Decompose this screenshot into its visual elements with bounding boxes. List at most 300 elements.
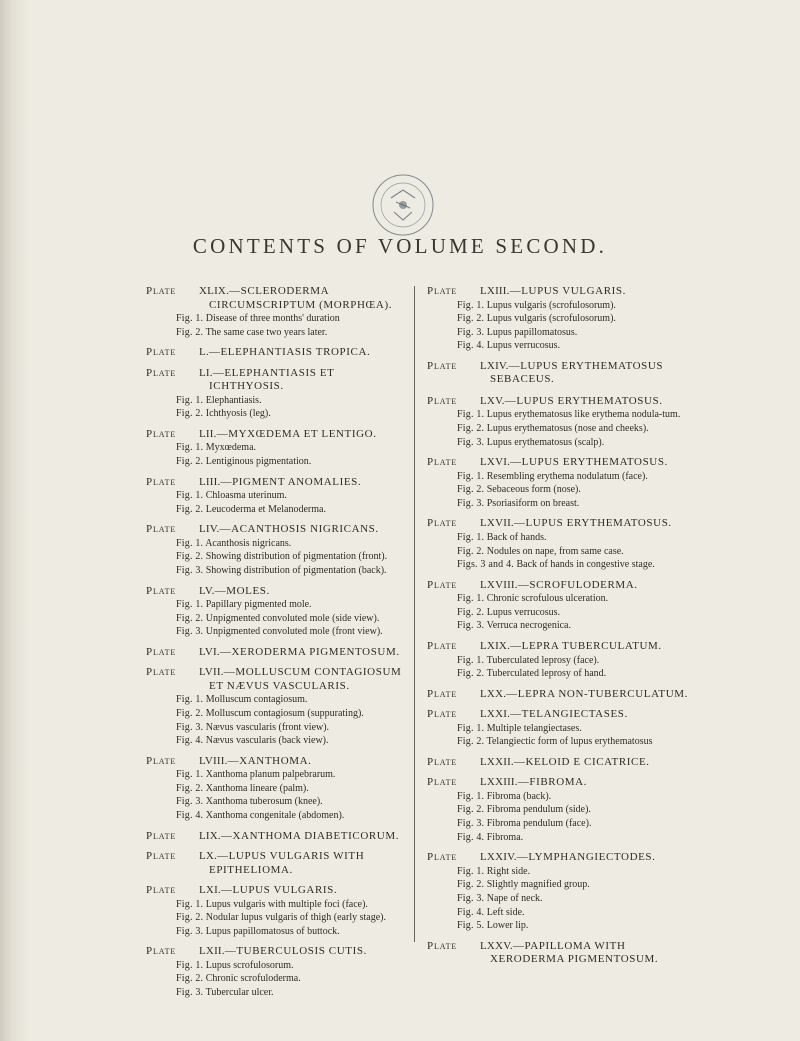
figure-item — [427, 592, 689, 606]
figure-label: Fig. 1. — [176, 769, 204, 781]
plate-number: LIX. — [199, 829, 221, 842]
binding-shadow — [0, 0, 30, 1041]
figure-caption: Tuberculated leprosy of hand. — [486, 668, 607, 680]
figure-caption: Showing distribution of pigmentation (back). — [205, 564, 387, 576]
plate-heading — [427, 395, 689, 409]
plate-heading — [427, 940, 689, 967]
plate-entry — [427, 851, 689, 932]
figure-item — [427, 299, 689, 313]
plate-entry — [146, 346, 406, 360]
figure-label: Fig. 2. — [176, 408, 204, 420]
plate-heading — [427, 851, 689, 865]
plate-label: Plate — [427, 359, 458, 372]
plate-label: Plate — [146, 285, 177, 297]
figure-caption: Unpigmented convoluted mole (side view). — [205, 612, 380, 624]
figure-caption: Xanthoma planum palpebrarum. — [205, 769, 336, 781]
figure-caption: Sebaceous form (nose). — [486, 484, 581, 496]
plate-entry — [427, 579, 689, 633]
figure-label: Fig. 2. — [176, 503, 204, 515]
figure-item — [146, 503, 406, 517]
plate-number: LXVIII. — [480, 578, 518, 591]
figure-caption: Lupus papillomatosus. — [486, 326, 578, 338]
plate-number: LXXIV. — [480, 851, 517, 864]
figure-item — [146, 441, 406, 455]
plate-heading — [427, 640, 689, 654]
figure-item — [146, 795, 406, 809]
plate-entry — [427, 776, 689, 844]
plate-title: —LEPRA NON-TUBERCULATUM. — [506, 687, 689, 700]
plate-title: —LUPUS ERYTHEMATOSUS. — [513, 517, 672, 530]
plate-label: Plate — [427, 851, 458, 864]
plate-number: LX. — [199, 850, 218, 863]
figure-item — [427, 906, 689, 920]
plate-label: Plate — [146, 523, 177, 536]
plate-heading — [146, 646, 406, 660]
plate-title: —FIBROMA. — [517, 776, 588, 789]
figure-item — [146, 721, 406, 735]
figure-label: Fig. 2. — [176, 973, 204, 985]
right-column — [427, 285, 689, 967]
figure-label: Fig. 1. — [176, 490, 204, 502]
figure-caption: Psoriasiform on breast. — [486, 497, 580, 509]
figure-label: Fig. 2. — [176, 326, 204, 338]
plate-label: Plate — [146, 427, 177, 440]
figure-caption: Verruca necrogenica. — [486, 620, 571, 632]
plate-label: Plate — [146, 945, 177, 958]
figure-label: Fig. 1. — [457, 865, 485, 877]
figure-label: Fig. 1. — [457, 470, 485, 482]
plate-title: —LUPUS ERYTHEMATOSUS SEBACEUS. — [490, 359, 664, 386]
figure-item — [146, 489, 406, 503]
plate-heading — [146, 523, 406, 537]
library-stamp-icon — [366, 168, 440, 242]
plate-heading — [146, 666, 406, 693]
figure-caption: Chloasma uterinum. — [205, 490, 287, 502]
plate-heading — [427, 360, 689, 387]
figure-label: Fig. 4. — [176, 809, 204, 821]
plate-label: Plate — [427, 394, 458, 407]
figure-caption: Lentiginous pigmentation. — [205, 455, 312, 467]
figure-caption: Lupus erythematosus (nose and cheeks). — [486, 422, 649, 434]
figure-caption: Lupus verrucosus. — [486, 340, 561, 352]
figure-caption: Lupus erythematosus (scalp). — [486, 436, 605, 448]
figure-caption: Fibroma (back). — [486, 790, 552, 802]
figure-caption: Multiple telangiectases. — [486, 722, 582, 734]
figure-item — [427, 483, 689, 497]
figure-label: Fig. 3. — [457, 436, 485, 448]
figure-caption: Nape of neck. — [486, 892, 543, 904]
figure-item — [427, 497, 689, 511]
figure-item — [427, 470, 689, 484]
plate-number: L. — [199, 346, 209, 359]
figure-label: Fig. 3. — [176, 721, 204, 733]
plate-label: Plate — [146, 666, 177, 679]
plate-number: LXVII. — [480, 517, 514, 530]
plate-title: —LYMPHANGIECTODES. — [516, 851, 656, 864]
figure-caption: The same case two years later. — [205, 326, 328, 338]
figure-label: Fig. 1. — [176, 313, 204, 324]
plate-heading — [146, 945, 406, 959]
figure-item — [427, 545, 689, 559]
figure-label: Fig. 4. — [457, 340, 485, 352]
figure-caption: Back of hands. — [486, 531, 547, 543]
plate-title: —XERODERMA PIGMENTOSUM. — [219, 645, 400, 658]
plate-label: Plate — [146, 584, 177, 597]
plate-heading — [146, 884, 406, 898]
plate-title: —MYXŒDEMA ET LENTIGO. — [216, 427, 377, 440]
figure-item — [427, 831, 689, 845]
plate-number: LXXII. — [480, 755, 514, 768]
figure-caption: Chronic scrofulous ulceration. — [486, 593, 609, 605]
plate-label: Plate — [427, 578, 458, 591]
plate-number: LV. — [199, 584, 215, 597]
plate-label: Plate — [427, 939, 458, 952]
figure-label: Fig. 3. — [457, 818, 485, 830]
plate-title: —TUBERCULOSIS CUTIS. — [224, 945, 367, 958]
figure-caption: Back of hands in congestive stage. — [516, 559, 655, 571]
figure-caption: Fibroma. — [486, 831, 524, 843]
figure-item — [427, 654, 689, 668]
figure-caption: Myxœdema. — [205, 442, 257, 454]
plate-number: LXXI. — [480, 708, 511, 721]
plate-heading — [427, 688, 689, 702]
figure-caption: Xanthoma tuberosum (knee). — [205, 796, 323, 808]
plate-heading — [146, 850, 406, 877]
plate-entry — [146, 476, 406, 517]
plate-entry — [146, 585, 406, 639]
figure-item — [427, 865, 689, 879]
figure-caption: Tubercular ulcer. — [205, 987, 274, 999]
figure-item — [146, 972, 406, 986]
figure-item — [146, 782, 406, 796]
figure-caption: Acanthosis nigricans. — [205, 537, 292, 549]
figure-caption: Lupus papillomatosus of buttock. — [205, 925, 340, 937]
plate-entry — [146, 646, 406, 660]
figure-label: Fig. 2. — [457, 668, 485, 680]
plate-number: LXI. — [199, 884, 221, 897]
plate-entry — [146, 428, 406, 469]
plate-title: —ACANTHOSIS NIGRICANS. — [219, 523, 379, 536]
plate-label: Plate — [427, 776, 458, 789]
figure-label: Fig. 3. — [176, 564, 204, 576]
plate-entry — [427, 517, 689, 571]
figure-label: Fig. 1. — [176, 959, 204, 971]
plate-title: —ELEPHANTIASIS TROPICA. — [208, 346, 371, 359]
figure-item — [146, 407, 406, 421]
plate-number: LIII. — [199, 475, 221, 488]
figure-caption: Xanthoma lineare (palm). — [205, 782, 309, 794]
plate-label: Plate — [427, 456, 458, 469]
figure-label: Fig. 3. — [457, 892, 485, 904]
plate-heading — [146, 585, 406, 599]
plate-number: LVIII. — [199, 754, 228, 767]
figure-label: Fig. 1. — [457, 299, 485, 311]
plate-entry — [427, 940, 689, 967]
plate-entry — [146, 945, 406, 999]
plate-label: Plate — [427, 708, 458, 721]
figure-caption: Papillary pigmented mole. — [205, 599, 312, 611]
plate-label: Plate — [427, 755, 458, 768]
figure-label: Fig. 2. — [176, 455, 204, 467]
figure-caption: Right side. — [486, 865, 531, 877]
figure-label: Fig. 1. — [457, 531, 485, 543]
plate-entry — [146, 285, 406, 339]
figure-item — [427, 878, 689, 892]
figure-label: Fig. 3. — [457, 326, 485, 338]
figure-item — [427, 817, 689, 831]
figure-label: Fig. 1. — [457, 654, 485, 666]
figure-caption: Lupus vulgaris (scrofulosorum). — [486, 299, 616, 311]
plate-number: LVI. — [199, 645, 220, 658]
plate-title: —PIGMENT ANOMALIES. — [220, 475, 362, 488]
figure-label: Fig. 2. — [457, 736, 485, 748]
figure-item — [146, 809, 406, 823]
figure-item — [146, 598, 406, 612]
plate-title: —LUPUS ERYTHEMATOSUS. — [504, 394, 663, 407]
figure-item — [427, 735, 689, 749]
figure-label: Fig. 1. — [457, 409, 485, 421]
figure-label: Fig. 1. — [176, 394, 204, 406]
figure-item — [146, 693, 406, 707]
plate-entry — [427, 708, 689, 749]
figure-item — [146, 312, 406, 326]
plate-label: Plate — [146, 850, 177, 863]
figure-caption: Nævus vascularis (front view). — [205, 721, 330, 733]
plate-heading — [427, 708, 689, 722]
plate-label: Plate — [427, 640, 458, 652]
figure-item — [427, 422, 689, 436]
plate-entry — [427, 456, 689, 510]
column-divider — [414, 286, 415, 942]
plate-heading — [146, 367, 406, 394]
plate-title: —SCROFULODERMA. — [517, 578, 638, 591]
figure-item — [146, 455, 406, 469]
plate-entry — [427, 285, 689, 353]
plate-entry — [146, 850, 406, 877]
plate-label: Plate — [146, 475, 177, 488]
figure-item — [146, 925, 406, 939]
figure-label: Fig. 1. — [457, 722, 485, 734]
figure-caption: Elephantiasis. — [205, 394, 262, 406]
figure-caption: Leucoderma et Melanoderma. — [205, 503, 326, 515]
plate-entry — [427, 756, 689, 770]
figure-item — [427, 667, 689, 681]
figure-label: Fig. 2. — [176, 912, 204, 924]
figure-item — [146, 707, 406, 721]
plate-number: LXX. — [480, 687, 507, 700]
figure-item — [427, 803, 689, 817]
plate-entry — [146, 884, 406, 938]
plate-title: —SCLERODERMA CIRCUMSCRIPTUM (MORPHŒA). — [209, 285, 393, 311]
figure-label: Fig. 3. — [176, 925, 204, 937]
figure-label: Fig. 2. — [176, 551, 204, 563]
plate-entry — [146, 755, 406, 823]
figure-label: Fig. 2. — [176, 612, 204, 624]
plate-number: LVII. — [199, 666, 224, 679]
plate-heading — [427, 517, 689, 531]
plate-label: Plate — [427, 517, 458, 530]
plate-title: —LUPUS VULGARIS WITH EPITHELIOMA. — [209, 850, 365, 876]
figure-item — [427, 722, 689, 736]
plate-label: Plate — [146, 346, 177, 359]
plate-heading — [427, 285, 689, 299]
plate-entry — [146, 367, 406, 421]
figure-item — [427, 558, 689, 572]
figure-label: Fig. 2. — [457, 879, 485, 891]
figure-caption: Disease of three months' duration — [205, 313, 340, 324]
figure-caption: Nodular lupus vulgaris of thigh (early stage). — [205, 912, 386, 924]
figure-label: Fig. 3. — [176, 626, 204, 638]
plate-title: —TELANGIECTASES. — [510, 708, 628, 721]
plate-title: —LUPUS VULGARIS. — [509, 285, 626, 297]
plate-title: —XANTHOMA DIABETICORUM. — [220, 829, 400, 842]
plate-entry — [427, 360, 689, 387]
figure-item — [427, 790, 689, 804]
figure-label: Fig. 2. — [176, 782, 204, 794]
figure-caption: Lupus verrucosus. — [486, 606, 561, 618]
figure-item — [427, 326, 689, 340]
plate-heading — [427, 579, 689, 593]
plate-title: —XANTHOMA. — [227, 754, 312, 767]
figure-caption: Resembling erythema nodulatum (face). — [486, 470, 648, 482]
figure-label: Fig. 3. — [457, 497, 485, 509]
figure-label: Fig. 3. — [457, 620, 485, 632]
figure-item — [427, 919, 689, 933]
plate-number: LII. — [199, 427, 217, 440]
figure-caption: Lupus erythematosus like erythema nodula-tum. — [486, 409, 681, 421]
figure-caption: Lupus vulgaris (scrofulosorum). — [486, 313, 616, 325]
figure-item — [427, 408, 689, 422]
plate-number: XLIX. — [199, 285, 230, 297]
plate-heading — [427, 456, 689, 470]
plate-title: —PAPILLOMA WITH XERODERMA PIGMENTOSUM. — [490, 939, 659, 966]
plate-title: —ELEPHANTIASIS ET ICHTHYOSIS. — [209, 366, 335, 393]
plate-title: —LEPRA TUBERCULATUM. — [510, 640, 662, 652]
figure-label: Fig. 1. — [176, 599, 204, 611]
figure-item — [146, 911, 406, 925]
plate-entry — [427, 640, 689, 681]
plate-entry — [427, 688, 689, 702]
figure-item — [146, 898, 406, 912]
plate-label: Plate — [427, 687, 458, 700]
figure-item — [146, 537, 406, 551]
figure-item — [146, 768, 406, 782]
plate-heading — [146, 755, 406, 769]
figure-caption: Fibroma pendulum (side). — [486, 804, 591, 816]
figure-label: Figs. 3 and 4. — [457, 559, 514, 571]
plate-title: —KELOID E CICATRICE. — [513, 755, 650, 768]
plate-number: LXII. — [199, 945, 225, 958]
figure-item — [427, 531, 689, 545]
figure-label: Fig. 1. — [176, 694, 204, 706]
figure-item — [427, 436, 689, 450]
plate-title: —MOLLUSCUM CONTAGIOSUM ET NÆVUS VASCULARIS. — [209, 666, 402, 692]
left-column — [146, 285, 406, 1000]
figure-caption: Telangiectic form of lupus erythematosus — [486, 736, 653, 748]
figure-caption: Chronic scrofuloderma. — [205, 973, 301, 985]
plate-title: —MOLES. — [214, 584, 270, 597]
figure-item — [146, 625, 406, 639]
plate-label: Plate — [146, 884, 177, 897]
plate-number: LXXIII. — [480, 776, 518, 789]
figure-label: Fig. 2. — [176, 707, 204, 719]
plate-label: Plate — [146, 754, 177, 767]
figure-label: Fig. 4. — [457, 906, 485, 918]
figure-caption: Nævus vascularis (back view). — [205, 735, 329, 747]
plate-title: —LUPUS ERYTHEMATOSUS. — [510, 456, 668, 469]
figure-item — [427, 339, 689, 353]
figure-item — [146, 564, 406, 578]
figure-item — [146, 394, 406, 408]
figure-label: Fig. 2. — [457, 545, 485, 557]
plate-label: Plate — [427, 285, 458, 297]
plate-number: LI. — [199, 366, 213, 379]
figure-label: Fig. 3. — [176, 987, 204, 999]
plate-heading — [427, 776, 689, 790]
figure-label: Fig. 2. — [457, 313, 485, 325]
figure-label: Fig. 5. — [457, 920, 485, 932]
figure-item — [146, 612, 406, 626]
figure-label: Fig. 1. — [457, 790, 485, 802]
figure-caption: Lupus vulgaris with multiple foci (face). — [205, 898, 368, 910]
plate-heading — [146, 346, 406, 360]
plate-label: Plate — [146, 829, 177, 842]
plate-heading — [427, 756, 689, 770]
figure-caption: Molluscum contagiosum (suppurating). — [205, 707, 364, 719]
plate-label: Plate — [146, 366, 177, 379]
figure-label: Fig. 2. — [457, 422, 485, 434]
figure-caption: Slightly magnified group. — [486, 879, 590, 891]
figure-caption: Left side. — [486, 906, 525, 918]
page-title: CONTENTS OF VOLUME SECOND. — [192, 234, 608, 258]
figure-label: Fig. 3. — [176, 796, 204, 808]
figure-caption: Xanthoma congenitale (abdomen). — [205, 809, 345, 821]
figure-item — [427, 312, 689, 326]
figure-label: Fig. 2. — [457, 606, 485, 618]
figure-caption: Nodules on nape, from same case. — [486, 545, 624, 557]
figure-caption: Lower lip. — [486, 920, 529, 932]
figure-label: Fig. 1. — [176, 442, 204, 454]
figure-item — [146, 326, 406, 340]
figure-label: Fig. 2. — [457, 804, 485, 816]
plate-entry — [146, 666, 406, 747]
plate-label: Plate — [146, 645, 177, 658]
figure-label: Fig. 4. — [176, 735, 204, 747]
plate-entry — [146, 830, 406, 844]
figure-item — [146, 986, 406, 1000]
plate-entry — [427, 395, 689, 449]
figure-label: Fig. 1. — [176, 537, 204, 549]
figure-caption: Showing distribution of pigmentation (front). — [205, 551, 388, 563]
plate-number: LIV. — [199, 523, 220, 536]
figure-caption: Lupus scrofulosorum. — [205, 959, 294, 971]
figure-item — [146, 734, 406, 748]
figure-item — [146, 959, 406, 973]
plate-heading — [146, 476, 406, 490]
plate-number: LXXV. — [480, 939, 513, 952]
figure-item — [427, 892, 689, 906]
plate-heading — [146, 428, 406, 442]
figure-label: Fig. 1. — [176, 898, 204, 910]
plate-entry — [146, 523, 406, 577]
figure-label: Fig. 1. — [457, 593, 485, 605]
figure-caption: Ichthyosis (leg). — [205, 408, 271, 420]
plate-heading — [146, 285, 406, 312]
plate-heading — [146, 830, 406, 844]
plate-number: LXIX. — [480, 640, 511, 652]
plate-number: LXV. — [480, 394, 505, 407]
figure-caption: Fibroma pendulum (face). — [486, 818, 592, 830]
